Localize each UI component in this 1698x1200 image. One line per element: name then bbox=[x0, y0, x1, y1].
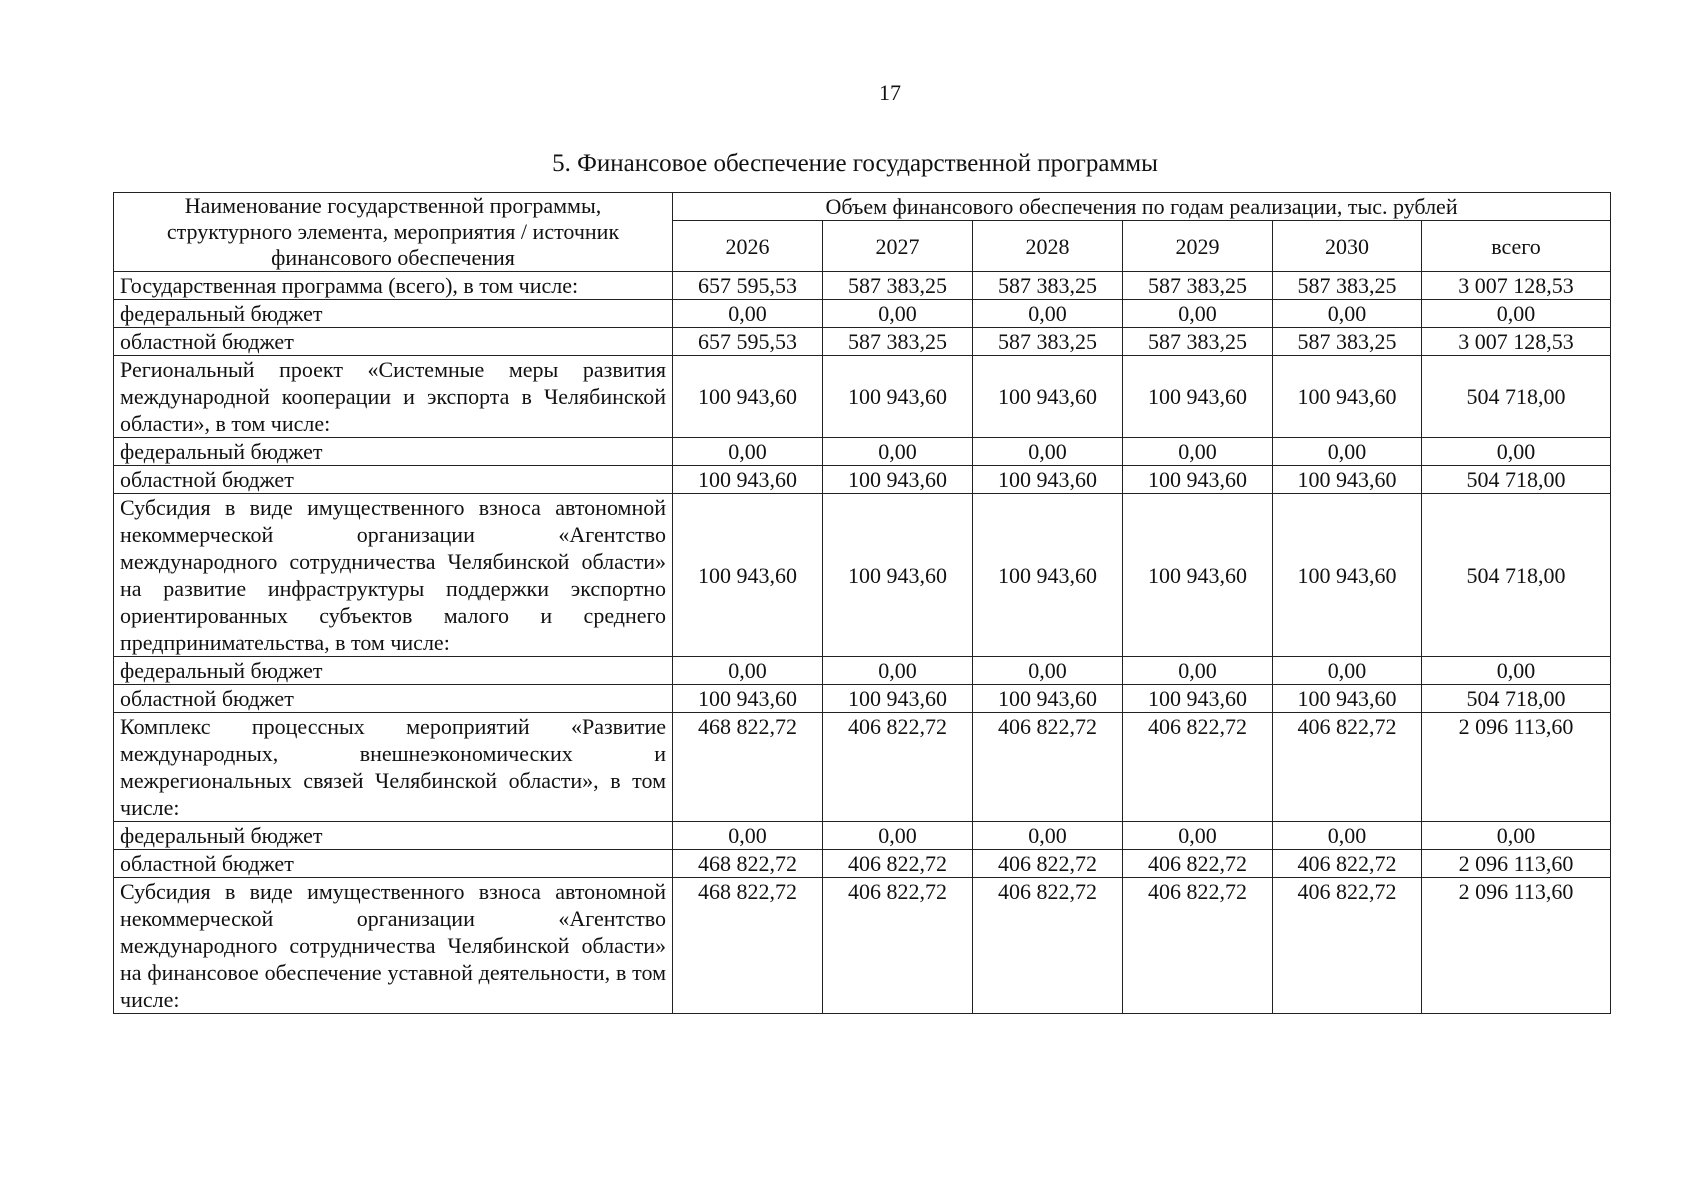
table-row bbox=[114, 272, 1611, 300]
row-name: Государственная программа (всего), в том числе: bbox=[114, 272, 673, 300]
row-value: 0,00 bbox=[1422, 822, 1611, 850]
row-value: 100 943,60 bbox=[673, 494, 823, 657]
row-value: 3 007 128,53 bbox=[1422, 272, 1611, 300]
row-value: 406 822,72 bbox=[973, 878, 1123, 1014]
header-year-5: всего bbox=[1422, 221, 1611, 272]
row-value: 100 943,60 bbox=[1123, 466, 1273, 494]
row-value: 406 822,72 bbox=[1273, 878, 1422, 1014]
row-value: 406 822,72 bbox=[1123, 713, 1273, 822]
row-value: 100 943,60 bbox=[1123, 356, 1273, 438]
row-name: федеральный бюджет bbox=[114, 438, 673, 466]
row-value: 406 822,72 bbox=[823, 850, 973, 878]
table-row bbox=[114, 466, 1611, 494]
row-value: 0,00 bbox=[973, 657, 1123, 685]
row-value: 0,00 bbox=[1422, 438, 1611, 466]
row-value: 100 943,60 bbox=[1273, 494, 1422, 657]
row-value: 504 718,00 bbox=[1422, 466, 1611, 494]
row-value: 100 943,60 bbox=[1273, 356, 1422, 438]
row-name: Региональный проект «Системные меры развития международной кооперации и экспорта в Челябинской области», в том числе: bbox=[114, 356, 673, 438]
header-year-0: 2026 bbox=[673, 221, 823, 272]
row-value: 587 383,25 bbox=[973, 272, 1123, 300]
row-value: 406 822,72 bbox=[823, 713, 973, 822]
header-year-3: 2029 bbox=[1123, 221, 1273, 272]
row-value: 406 822,72 bbox=[1273, 713, 1422, 822]
row-name: Субсидия в виде имущественного взноса автономной некоммерческой организации «Агентство международного сотрудничества Челябинской области» на финансовое обеспечение уставной деятельности, в том числе: bbox=[114, 878, 673, 1014]
section-title: 5. Финансовое обеспечение государственной программы bbox=[552, 150, 1158, 177]
row-value: 406 822,72 bbox=[973, 850, 1123, 878]
row-value: 406 822,72 bbox=[973, 713, 1123, 822]
row-value: 406 822,72 bbox=[1123, 850, 1273, 878]
table-row bbox=[114, 878, 1611, 1014]
row-value: 468 822,72 bbox=[673, 878, 823, 1014]
header-funding-volume: Объем финансового обеспечения по годам реализации, тыс. рублей bbox=[673, 193, 1611, 221]
row-value: 100 943,60 bbox=[673, 356, 823, 438]
financing-table bbox=[113, 192, 1611, 1014]
row-name: федеральный бюджет bbox=[114, 657, 673, 685]
row-name: федеральный бюджет bbox=[114, 822, 673, 850]
row-value: 0,00 bbox=[823, 300, 973, 328]
row-value: 100 943,60 bbox=[973, 685, 1123, 713]
row-value: 2 096 113,60 bbox=[1422, 878, 1611, 1014]
row-value: 406 822,72 bbox=[1273, 850, 1422, 878]
row-value: 406 822,72 bbox=[1123, 878, 1273, 1014]
row-value: 0,00 bbox=[1422, 657, 1611, 685]
row-value: 0,00 bbox=[673, 822, 823, 850]
row-value: 504 718,00 bbox=[1422, 356, 1611, 438]
row-value: 0,00 bbox=[823, 657, 973, 685]
row-name: областной бюджет bbox=[114, 850, 673, 878]
row-value: 0,00 bbox=[973, 438, 1123, 466]
row-value: 0,00 bbox=[673, 300, 823, 328]
row-value: 0,00 bbox=[1273, 438, 1422, 466]
row-value: 100 943,60 bbox=[1273, 685, 1422, 713]
row-value: 0,00 bbox=[1123, 822, 1273, 850]
row-value: 100 943,60 bbox=[973, 466, 1123, 494]
row-value: 657 595,53 bbox=[673, 272, 823, 300]
row-name: Комплекс процессных мероприятий «Развитие международных, внешнеэкономических и межрегиональных связей Челябинской области», в том числе: bbox=[114, 713, 673, 822]
row-value: 100 943,60 bbox=[973, 356, 1123, 438]
row-value: 587 383,25 bbox=[1123, 328, 1273, 356]
row-name: областной бюджет bbox=[114, 466, 673, 494]
row-value: 468 822,72 bbox=[673, 713, 823, 822]
row-value: 3 007 128,53 bbox=[1422, 328, 1611, 356]
row-value: 2 096 113,60 bbox=[1422, 713, 1611, 822]
header-year-4: 2030 bbox=[1273, 221, 1422, 272]
row-value: 587 383,25 bbox=[1273, 272, 1422, 300]
table-row bbox=[114, 657, 1611, 685]
row-value: 100 943,60 bbox=[673, 685, 823, 713]
header-year-1: 2027 bbox=[823, 221, 973, 272]
row-value: 100 943,60 bbox=[823, 685, 973, 713]
page-number: 17 bbox=[879, 80, 901, 105]
row-value: 0,00 bbox=[1273, 300, 1422, 328]
row-value: 587 383,25 bbox=[1273, 328, 1422, 356]
row-value: 2 096 113,60 bbox=[1422, 850, 1611, 878]
row-name: федеральный бюджет bbox=[114, 300, 673, 328]
row-value: 0,00 bbox=[1123, 657, 1273, 685]
table-row bbox=[114, 494, 1611, 657]
row-value: 100 943,60 bbox=[823, 466, 973, 494]
row-name: Субсидия в виде имущественного взноса автономной некоммерческой организации «Агентство международного сотрудничества Челябинской области» на развитие инфраструктуры поддержки экспортно ориентированных субъектов малого и среднего предпринимательства, в том числе: bbox=[114, 494, 673, 657]
row-value: 100 943,60 bbox=[1123, 494, 1273, 657]
row-value: 100 943,60 bbox=[823, 494, 973, 657]
row-value: 587 383,25 bbox=[1123, 272, 1273, 300]
row-value: 0,00 bbox=[1123, 438, 1273, 466]
row-value: 0,00 bbox=[1123, 300, 1273, 328]
row-value: 0,00 bbox=[1273, 822, 1422, 850]
row-value: 0,00 bbox=[673, 438, 823, 466]
row-value: 100 943,60 bbox=[973, 494, 1123, 657]
row-value: 100 943,60 bbox=[823, 356, 973, 438]
table-row bbox=[114, 438, 1611, 466]
row-value: 0,00 bbox=[823, 822, 973, 850]
row-value: 0,00 bbox=[823, 438, 973, 466]
row-name: областной бюджет bbox=[114, 328, 673, 356]
row-value: 0,00 bbox=[973, 822, 1123, 850]
row-value: 0,00 bbox=[973, 300, 1123, 328]
row-value: 468 822,72 bbox=[673, 850, 823, 878]
table-row bbox=[114, 713, 1611, 822]
header-name-column: Наименование государственной программы, структурного элемента, мероприятия / источник финансового обеспечения bbox=[114, 193, 673, 272]
row-value: 587 383,25 bbox=[823, 272, 973, 300]
header-year-2: 2028 bbox=[973, 221, 1123, 272]
table-row bbox=[114, 328, 1611, 356]
row-value: 504 718,00 bbox=[1422, 685, 1611, 713]
row-value: 657 595,53 bbox=[673, 328, 823, 356]
table-row bbox=[114, 356, 1611, 438]
table-row bbox=[114, 300, 1611, 328]
row-value: 0,00 bbox=[1422, 300, 1611, 328]
row-value: 0,00 bbox=[1273, 657, 1422, 685]
row-value: 100 943,60 bbox=[1123, 685, 1273, 713]
table-row bbox=[114, 822, 1611, 850]
row-value: 587 383,25 bbox=[973, 328, 1123, 356]
row-name: областной бюджет bbox=[114, 685, 673, 713]
table-row bbox=[114, 685, 1611, 713]
row-value: 587 383,25 bbox=[823, 328, 973, 356]
row-value: 504 718,00 bbox=[1422, 494, 1611, 657]
table-row bbox=[114, 850, 1611, 878]
row-value: 100 943,60 bbox=[673, 466, 823, 494]
row-value: 0,00 bbox=[673, 657, 823, 685]
row-value: 406 822,72 bbox=[823, 878, 973, 1014]
row-value: 100 943,60 bbox=[1273, 466, 1422, 494]
